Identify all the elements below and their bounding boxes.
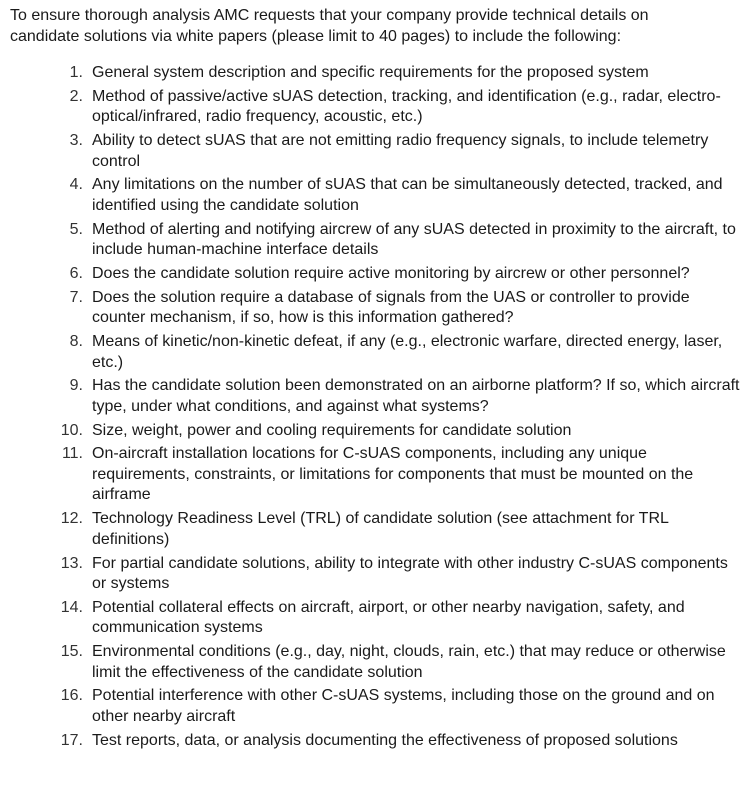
item-number: 13. (60, 554, 83, 572)
list-item (10, 421, 740, 442)
item-text: Means of kinetic/non-kinetic defeat, if any (e.g., electronic warfare, directed energy, laser, etc.) (92, 333, 723, 371)
item-number: 14. (60, 598, 83, 616)
item-text: Test reports, data, or analysis documenting the effectiveness of proposed solutions (92, 731, 678, 749)
item-text: For partial candidate solutions, ability to integrate with other industry C-sUAS components or systems (92, 554, 728, 593)
item-number: 12. (60, 510, 83, 528)
item-number: 3. (69, 132, 83, 150)
requirements-list (10, 63, 740, 751)
list-item (10, 63, 740, 84)
item-number: 10. (60, 421, 83, 439)
item-number: 6. (69, 264, 83, 282)
item-text: Does the candidate solution require active monitoring by aircrew or other personnel? (92, 264, 690, 282)
item-text: Has the candidate solution been demonstrated on an airborne platform? If so, which aircraft type, under what conditions, and against what systems? (92, 377, 740, 415)
item-text: Does the solution require a database of signals from the UAS or controller to provide counter mechanism, if so, how is this information gathered? (92, 288, 690, 327)
item-text: Environmental conditions (e.g., day, night, clouds, rain, etc.) that may reduce or otherwise limit the effectiveness of the candidate solution (92, 643, 726, 681)
list-item (10, 131, 740, 172)
item-text: Potential interference with other C-sUAS systems, including those on the ground and on other nearby aircraft (92, 687, 715, 725)
list-item (10, 554, 740, 595)
item-number: 5. (69, 220, 83, 238)
item-text: Size, weight, power and cooling requirements for candidate solution (92, 421, 572, 439)
list-item (10, 376, 740, 417)
item-number: 4. (69, 176, 83, 194)
item-number: 8. (69, 333, 83, 351)
list-item (10, 731, 740, 752)
list-item (10, 332, 740, 373)
list-item (10, 288, 740, 329)
item-text: Ability to detect sUAS that are not emitting radio frequency signals, to include telemetry control (92, 132, 709, 170)
item-text: Method of alerting and notifying aircrew of any sUAS detected in proximity to the aircraft, to include human-machine interface details (92, 220, 736, 259)
list-item (10, 642, 740, 683)
item-number: 7. (69, 288, 83, 306)
item-number: 1. (69, 64, 83, 81)
item-text: Any limitations on the number of sUAS that can be simultaneously detected, tracked, and identified using the candidate solution (92, 176, 723, 214)
intro-paragraph: To ensure thorough analysis AMC requests that your company provide technical details on candidate solutions via white papers (please limit to 40 pages) to include the following: (10, 7, 649, 45)
item-number: 16. (60, 687, 83, 705)
list-item (10, 444, 740, 506)
item-number: 11. (61, 445, 83, 463)
list-item (10, 598, 740, 639)
list-item (10, 686, 740, 727)
list-item (10, 509, 740, 550)
item-text: Method of passive/active sUAS detection, tracking, and identification (e.g., radar, electro-optical/infrared, radio frequency, acoustic, etc.) (92, 87, 721, 126)
list-item (10, 264, 740, 285)
item-number: 17. (60, 731, 83, 749)
item-number: 15. (60, 643, 83, 661)
item-text: On-aircraft installation locations for C-sUAS components, including any unique requirements, constraints, or limitations for components that must be mounted on the airframe (92, 445, 694, 504)
item-text: General system description and specific requirements for the proposed system (92, 64, 649, 81)
item-number: 9. (69, 377, 83, 395)
list-item (10, 175, 740, 216)
list-item (10, 220, 740, 261)
item-text: Potential collateral effects on aircraft, airport, or other nearby navigation, safety, and communication systems (92, 598, 685, 637)
item-number: 2. (69, 87, 83, 105)
item-text: Technology Readiness Level (TRL) of candidate solution (see attachment for TRL definitions) (92, 510, 669, 548)
list-item (10, 87, 740, 128)
